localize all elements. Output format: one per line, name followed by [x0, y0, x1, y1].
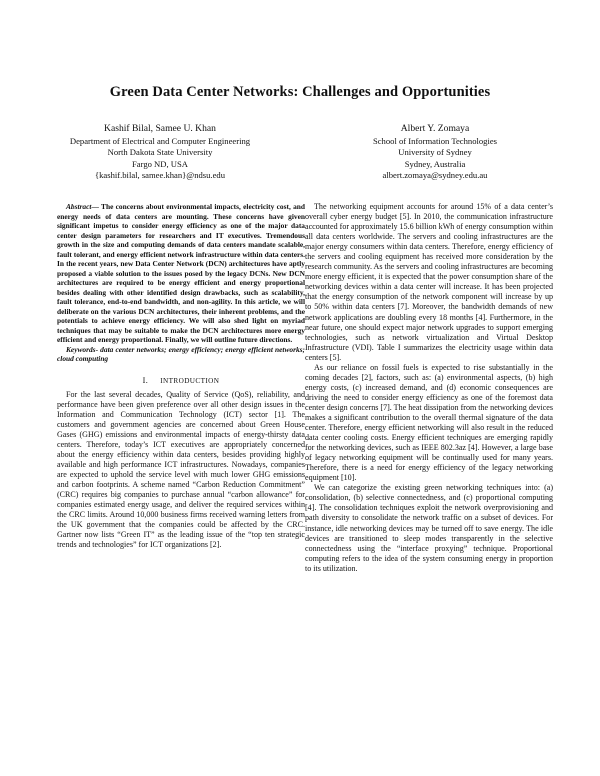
- right-column: [305, 202, 553, 574]
- intro-paragraph-3: As our reliance on fossil fuels is expected to rise substantially in the coming decades [2], factors, such as: (a) environmental aspects, (b) high energy costs, (c) increased demand, and (d) economic consequences are driving the need to consider energy efficiency as one of the foremost data center design concerns [7]. The heat dissipation from the networking devices makes a significant contribution to the overall thermal signature of the data center. Therefore, energy efficient networking will also result in the reduced data center cooling costs. Energy efficient techniques are emerging rapidly for the networking devices, such as IEEE 802.3az [4]. However, a large base of legacy networking equipment will be continually used for many years. Therefore, there is a need for energy efficiency of the legacy networking equipment [10].: [305, 362, 553, 483]
- keywords-text: data center networks; energy efficiency; energy efficient networks; cloud computing: [57, 344, 305, 363]
- section-number: I.: [142, 375, 149, 385]
- author-email: {kashif.bilal, samee.khan}@ndsu.edu: [94, 169, 225, 180]
- intro-paragraph-4: We can categorize the existing green networking techniques into: (a) consolidation, (b) selective connectedness, and (c) proportional computing [4]. The consolidation techniques exploit the network overprovisioning and path diversity to consolidate the network traffic on a subset of devices. For instance, idle networking devices may be turned off to save energy. The idle devices are transitioned to sleep modes transparently in the selective connectedness using the “interface proxying” technique. Proportional computing refers to the idea of the system consuming energy in proportion to its utilization.: [305, 483, 553, 573]
- author-institution: University of Sydney: [398, 147, 472, 158]
- author-department: School of Information Technologies: [372, 136, 498, 147]
- intro-paragraph-2: The networking equipment accounts for around 15% of a data center’s overall cyber energy budget [5]. In 2010, the communication infrastructure accounted for approximately 15.6 billion kWh of energy consumption within all data centers worldwide. The servers and cooling infrastructures are the major energy consumers within data centers. Therefore, energy efficiency of the servers and cooling equipment has received more consideration by the research community. As the servers and cooling infrastructures are becoming more energy efficient, it is expected that the power consumption share of the networking devices within a data center will increase. It has been projected that the energy consumption of the network component will increase by up to 50% within data centers [7]. Moreover, the bandwidth demands of new network applications are doubling every 18 months [4]. Furthermore, in the near future, one should expect major network upgrades to support emerging technologies, such as network virtualization and Virtual Desktop Infrastructure (VDI). Table I summarizes the electricity usage within data centers [5].: [305, 202, 553, 362]
- section-heading-introduction: [57, 376, 305, 386]
- left-column: [57, 202, 305, 550]
- author-block-sydney: [325, 123, 545, 181]
- abstract-label: Abstract: [66, 202, 92, 211]
- abstract-dash: —: [91, 202, 99, 211]
- keywords-label: Keywords-: [66, 344, 99, 354]
- author-email: albert.zomaya@sydney.edu.au: [382, 169, 488, 180]
- keywords: [57, 345, 305, 364]
- author-location: Fargo ND, USA: [132, 158, 188, 169]
- author-department: Department of Electrical and Computer Engineering: [69, 136, 251, 147]
- author-names: Kashif Bilal, Samee U. Khan: [104, 123, 216, 134]
- author-institution: North Dakota State University: [107, 147, 213, 158]
- section-title: INTRODUCTION: [160, 376, 220, 385]
- author-block-ndsu: [50, 123, 270, 181]
- author-names: Albert Y. Zomaya: [400, 123, 470, 134]
- paper-title: Green Data Center Networks: Challenges and Opportunities: [109, 84, 491, 100]
- abstract-text: The concerns about environmental impacts, electricity cost, and energy needs of data centers are mounting. These concerns have given significant impetus to consider energy efficiency as one of the major data center design parameters for researchers and IT executives. Tremendous growth in the size and computing demands of data centers mandate scalable, fault tolerant, and energy efficient network infrastructure within data centers. In the recent years, new Data Center Network (DCN) architectures have aptly proposed a viable solution to the issues posed by the legacy DCNs. New DCN architectures are required to be energy efficient and energy proportional besides dealing with other identified design drawbacks, such as scalability, fault tolerance, end-to-end bandwidth, and non-agility. In this article, we will deliberate on the various DCN architectures, their inherent problems, and the potentials to achieve energy efficiency. We will also shed light on myriad techniques that may be suitable to make the DCN architectures more energy efficient and energy proportional. Finally, we will outline future directions.: [57, 202, 306, 344]
- intro-paragraph-1: For the last several decades, Quality of Service (QoS), reliability, and performance have been given preference over all other design issues in the Information and Communication Technology (ICT) sector [1]. The customers and government agencies are concerned about Green House Gases (GHG) emissions and environmental impacts of energy-thirsty data centers. Therefore, today’s ICT executives are appropriately concerned about the energy efficiency within data centers, besides providing highly available and high performance ICT infrastructures. Nowadays, companies are expected to uphold the service level with much lower GHG emissions and carbon footprints. A scheme named “Carbon Reduction Commitment” (CRC) requires big companies to purchase annual “carbon allowance” for companies estimated energy usage, and deliver the required services within the CRC limits. Around 10,000 business firms received warning letters from the UK government that the companies could be affected by the CRC. Gartner now lists “Green IT” as the leading issue of the “top ten strategic trends and technologies” for ICT organizations [2].: [57, 389, 305, 550]
- author-location: Sydney, Australia: [404, 158, 466, 169]
- abstract: [57, 202, 305, 345]
